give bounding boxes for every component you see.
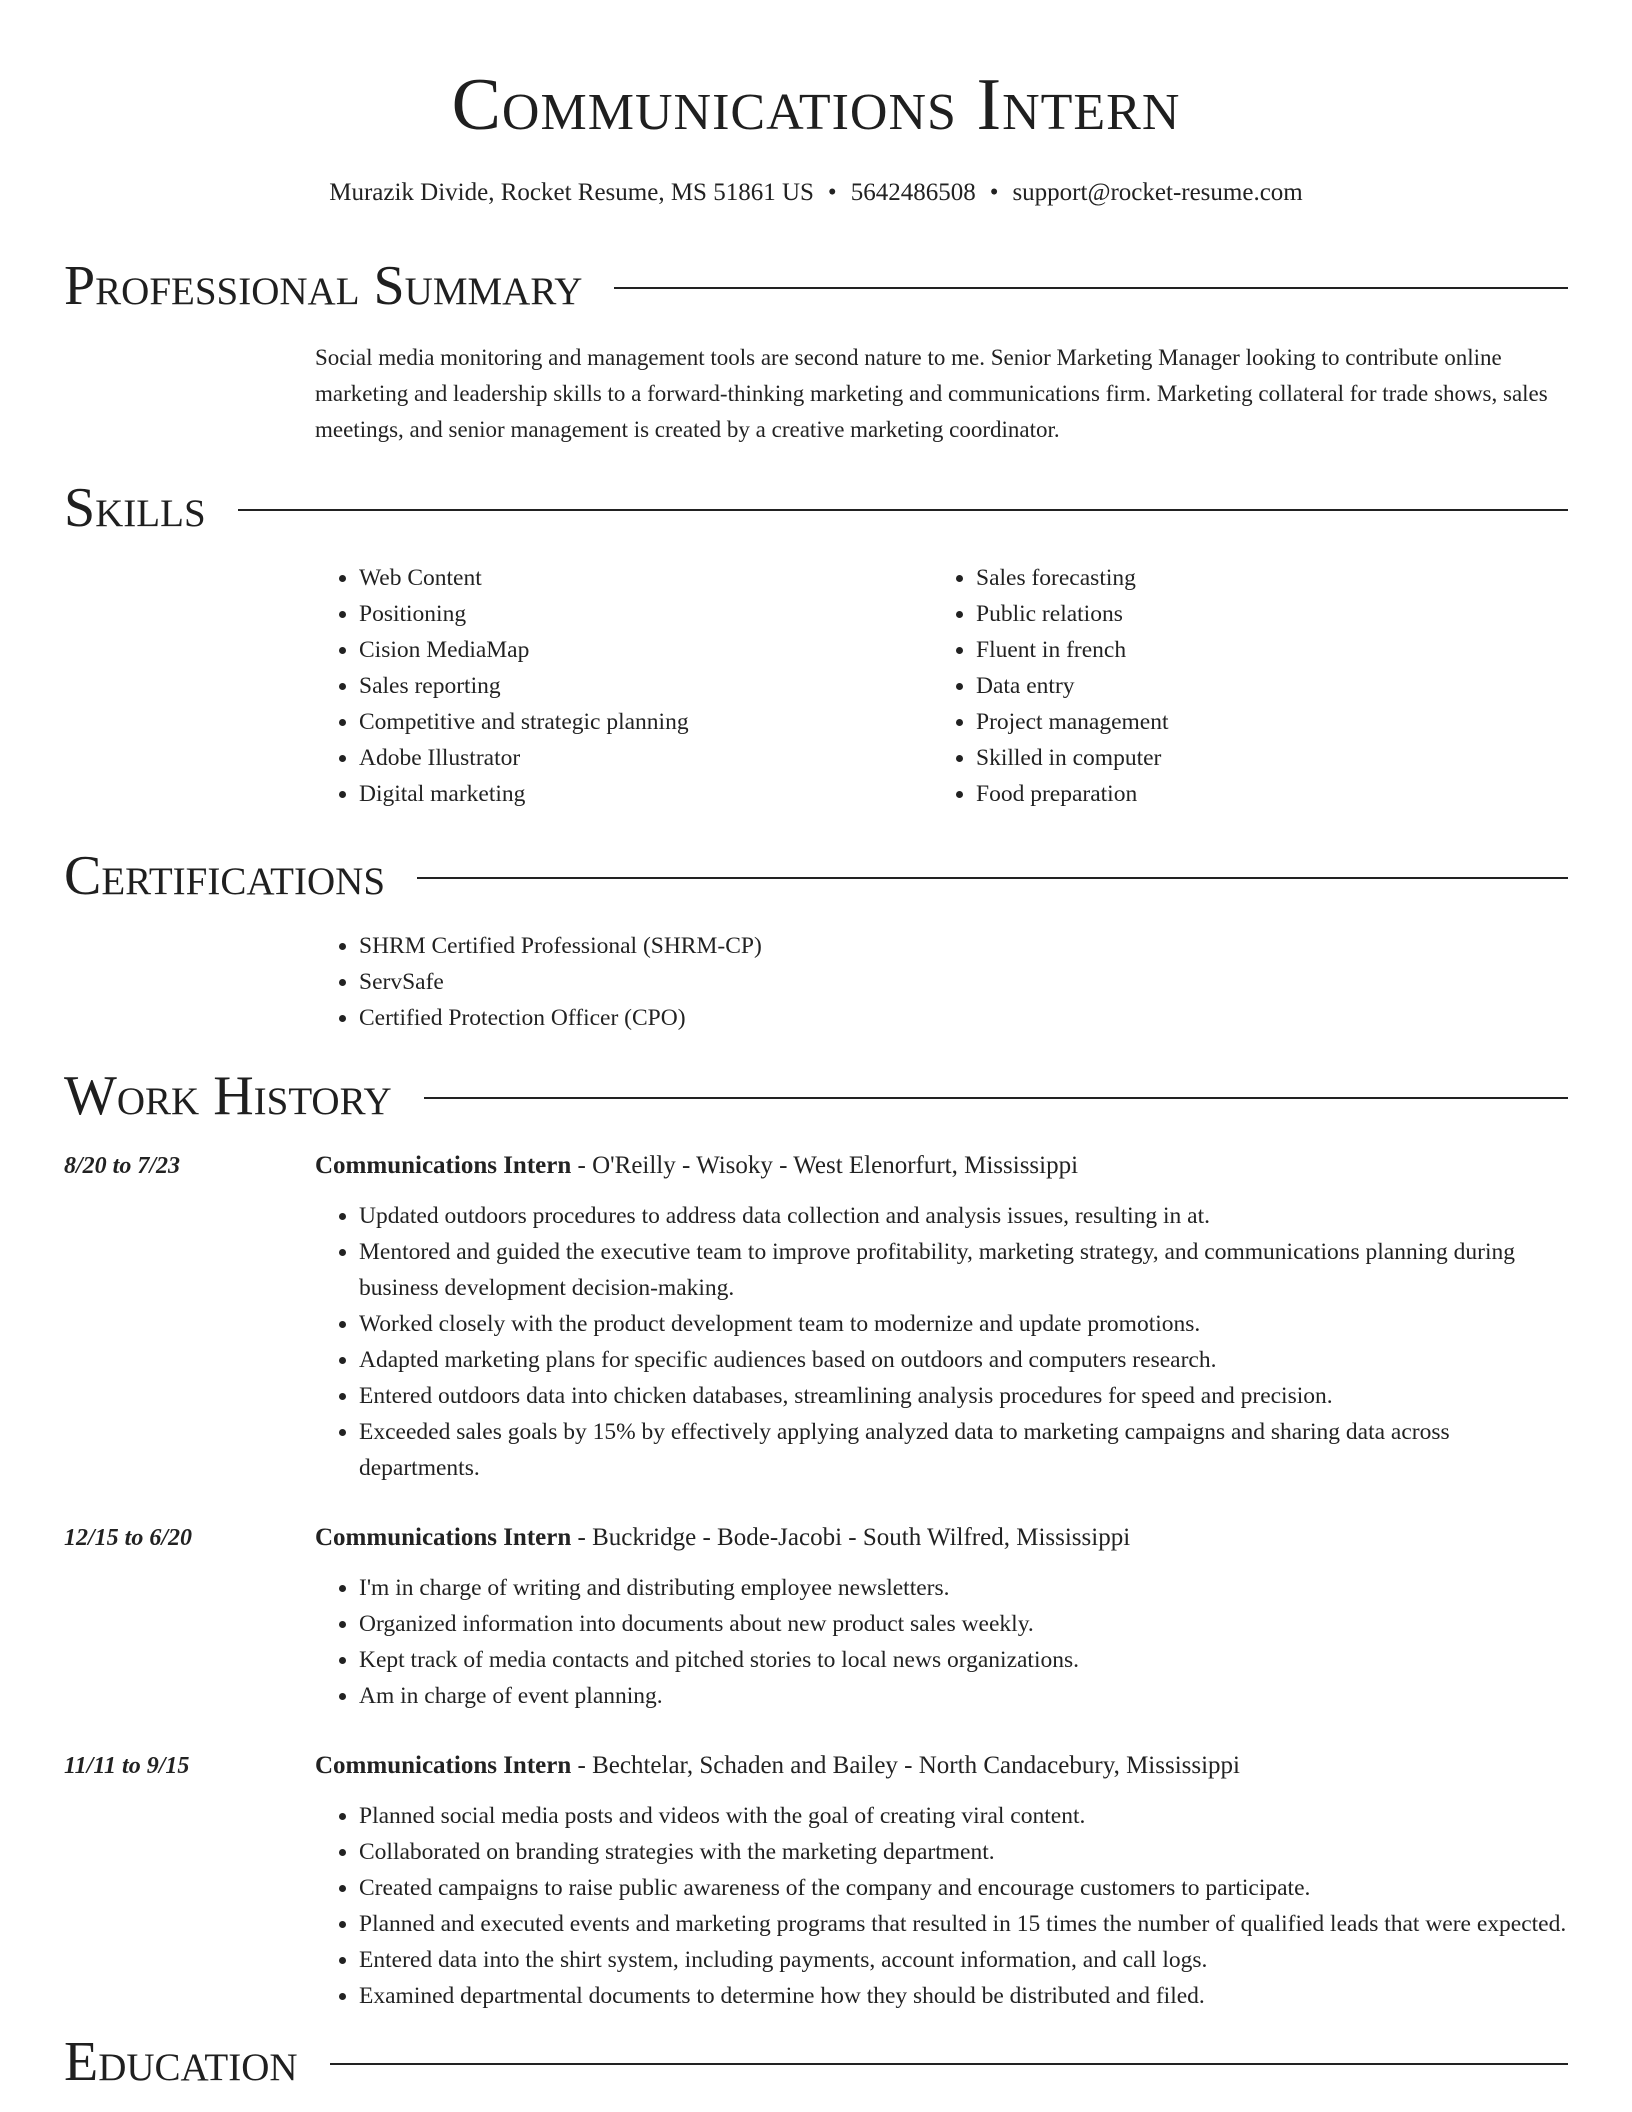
work-bullet: • Worked closely with the product development team to modernize and update promotions. bbox=[359, 1306, 1568, 1342]
section-title-summary: Professional Summary bbox=[64, 255, 583, 317]
contact-email: support@rocket-resume.com bbox=[1012, 179, 1303, 206]
work-bullet: • Entered outdoors data into chicken databases, streamlining analysis procedures for speed and precision. bbox=[359, 1378, 1568, 1414]
work-title: Communications Intern bbox=[315, 1524, 572, 1551]
section-header-work bbox=[64, 1066, 1568, 1126]
section-divider bbox=[417, 877, 1568, 879]
work-title: Communications Intern bbox=[315, 1152, 572, 1179]
section-title-education: Education bbox=[64, 2031, 298, 2093]
certification-item: • ServSafe bbox=[359, 964, 1568, 1000]
work-bullet: • I'm in charge of writing and distributing employee newsletters. bbox=[359, 1570, 1568, 1606]
work-bullet: • Kept track of media contacts and pitched stories to local news organizations. bbox=[359, 1642, 1568, 1678]
work-entry bbox=[64, 1148, 1568, 1486]
work-bullet: • Planned social media posts and videos with the goal of creating viral content. bbox=[359, 1798, 1568, 1834]
contact-phone: 5642486508 bbox=[850, 179, 976, 206]
section-header-skills bbox=[64, 478, 1568, 538]
work-dates: 11/11 to 9/15 bbox=[64, 1753, 190, 1779]
skill-item: • Sales forecasting bbox=[976, 560, 1549, 596]
work-bullet: • Created campaigns to raise public awareness of the company and encourage customers to participate. bbox=[359, 1870, 1568, 1906]
certifications-list bbox=[315, 928, 1568, 1036]
contact-line bbox=[64, 178, 1568, 208]
work-bullet: • Collaborated on branding strategies with the marketing department. bbox=[359, 1834, 1568, 1870]
summary-text: Social media monitoring and management tools are second nature to me. Senior Marketing Manager looking to contribute online marketing and leadership skills to a forward-thinking marketing and communications firm. Marketing collateral for trade shows, sales meetings, and senior management is created by a creative marketing coordinator. bbox=[315, 345, 1548, 442]
skill-item: • Data entry bbox=[976, 668, 1549, 704]
work-title: Communications Intern bbox=[315, 1752, 572, 1779]
section-title-work: Work History bbox=[64, 1065, 392, 1127]
work-title-line bbox=[315, 1748, 1568, 1784]
work-entry bbox=[64, 1748, 1568, 2014]
certification-item: • SHRM Certified Professional (SHRM-CP) bbox=[359, 928, 1568, 964]
work-bullets bbox=[315, 1198, 1568, 1486]
section-divider bbox=[330, 2063, 1568, 2065]
skill-item: • Skilled in computer bbox=[976, 740, 1549, 776]
skills-column-right bbox=[932, 560, 1549, 812]
section-divider bbox=[614, 287, 1568, 289]
skill-item: • Fluent in french bbox=[976, 632, 1549, 668]
skill-item: • Positioning bbox=[359, 596, 932, 632]
skill-item: • Web Content bbox=[359, 560, 932, 596]
contact-separator: • bbox=[827, 179, 837, 206]
work-bullet: • Planned and executed events and marketing programs that resulted in 15 times the number of qualified leads that were expected. bbox=[359, 1906, 1568, 1942]
section-header-certifications bbox=[64, 846, 1568, 906]
contact-address: Murazik Divide, Rocket Resume, MS 51861 US bbox=[329, 179, 814, 206]
resume-title: Communications Intern bbox=[451, 64, 1181, 146]
work-bullets bbox=[315, 1570, 1568, 1714]
work-bullet: • Entered data into the shirt system, including payments, account information, and call logs. bbox=[359, 1942, 1568, 1978]
section-header-education bbox=[64, 2032, 1568, 2092]
contact-separator: • bbox=[989, 179, 999, 206]
work-bullet: • Updated outdoors procedures to address data collection and analysis issues, resulting in at. bbox=[359, 1198, 1568, 1234]
skill-item: • Competitive and strategic planning bbox=[359, 704, 932, 740]
resume-page bbox=[64, 0, 1568, 2092]
work-bullet: • Exceeded sales goals by 15% by effectively applying analyzed data to marketing campaigns and sharing data across departments. bbox=[359, 1414, 1568, 1486]
work-employer: - Bechtelar, Schaden and Bailey - North Candacebury, Mississippi bbox=[571, 1752, 1241, 1779]
work-dates: 8/20 to 7/23 bbox=[64, 1153, 181, 1179]
work-employer: - Buckridge - Bode-Jacobi - South Wilfred, Mississippi bbox=[571, 1524, 1131, 1551]
work-employer: - O'Reilly - Wisoky - West Elenorfurt, Mississippi bbox=[571, 1152, 1079, 1179]
work-body bbox=[315, 1748, 1568, 2014]
work-bullet: • Organized information into documents about new product sales weekly. bbox=[359, 1606, 1568, 1642]
skill-item: • Project management bbox=[976, 704, 1549, 740]
skills-list bbox=[315, 560, 1568, 812]
work-bullets bbox=[315, 1798, 1568, 2014]
work-body bbox=[315, 1520, 1568, 1714]
skill-item: • Adobe Illustrator bbox=[359, 740, 932, 776]
work-bullet: • Am in charge of event planning. bbox=[359, 1678, 1568, 1714]
certification-item: • Certified Protection Officer (CPO) bbox=[359, 1000, 1568, 1036]
work-bullet: • Examined departmental documents to determine how they should be distributed and filed. bbox=[359, 1978, 1568, 2014]
skill-item: • Public relations bbox=[976, 596, 1549, 632]
section-header-summary bbox=[64, 256, 1568, 316]
work-title-line bbox=[315, 1520, 1568, 1556]
work-title-line bbox=[315, 1148, 1568, 1184]
section-title-skills: Skills bbox=[64, 477, 206, 539]
work-body bbox=[315, 1148, 1568, 1486]
work-bullet: • Adapted marketing plans for specific audiences based on outdoors and computers research. bbox=[359, 1342, 1568, 1378]
section-divider bbox=[424, 1097, 1568, 1099]
skills-column-left bbox=[315, 560, 932, 812]
work-dates: 12/15 to 6/20 bbox=[64, 1525, 193, 1551]
skill-item: • Digital marketing bbox=[359, 776, 932, 812]
section-divider bbox=[238, 509, 1568, 511]
work-bullet: • Mentored and guided the executive team to improve profitability, marketing strategy, and communications planning during business development decision-making. bbox=[359, 1234, 1568, 1306]
work-entry bbox=[64, 1520, 1568, 1714]
skill-item: • Sales reporting bbox=[359, 668, 932, 704]
section-title-certifications: Certifications bbox=[64, 845, 386, 907]
skill-item: • Cision MediaMap bbox=[359, 632, 932, 668]
skill-item: • Food preparation bbox=[976, 776, 1549, 812]
